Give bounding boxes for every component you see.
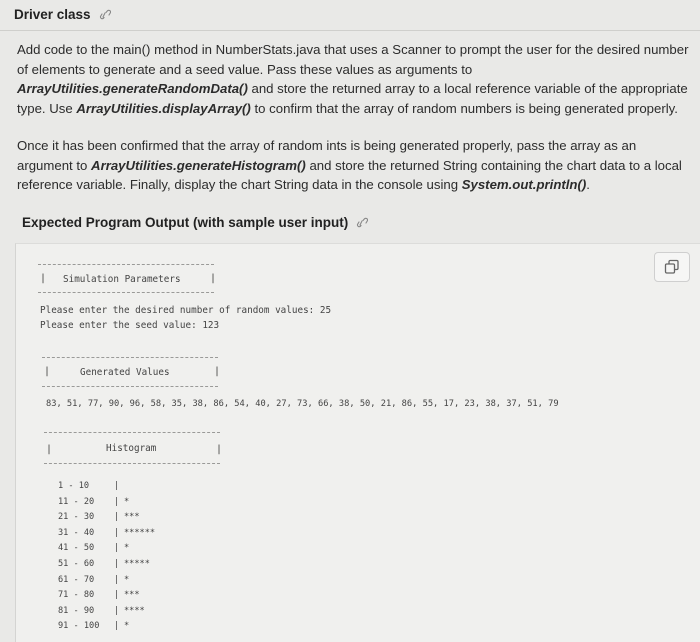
hist-pipe-left: |	[46, 444, 53, 455]
histogram-range-label: 81 - 90	[58, 605, 95, 616]
histogram-range-label: 41 - 50	[58, 543, 95, 554]
hist-border-top	[44, 432, 220, 433]
histogram-row	[58, 590, 140, 601]
histogram-row	[58, 497, 129, 508]
gen-border-bottom	[42, 386, 218, 387]
histogram-range-label: 21 - 30	[58, 512, 95, 523]
histogram-separator: |	[114, 605, 120, 616]
hist-pipe-right: |	[216, 444, 223, 455]
copy-button[interactable]	[654, 252, 690, 282]
histogram-separator: |	[114, 543, 120, 554]
expected-output-heading	[22, 215, 368, 230]
p2-text-a: Once it has been confirmed that the array of random ints is being generated properly, pass the array as an argument to	[17, 138, 637, 173]
p2-method-println: System.out.println()	[461, 177, 587, 192]
histogram-separator: |	[114, 621, 120, 632]
p1-text-c: to confirm that the array of random numbers is being generated properly.	[250, 100, 678, 116]
histogram-range-label: 51 - 60	[58, 559, 95, 569]
p1-method-display-array: ArrayUtilities.displayArray()	[76, 100, 251, 116]
anchor-link-icon[interactable]	[354, 217, 368, 229]
p1-text-a: Add code to the main() method in NumberStats.java that uses a Scanner to prompt the user for the desired number of elements to generate and a seed value. Pass these values as arguments to	[17, 42, 689, 77]
sim-pipe-left: |	[40, 273, 47, 284]
histogram-range-label: 61 - 70	[58, 574, 95, 585]
histogram-separator: |	[114, 527, 120, 538]
histogram-separator: |	[114, 496, 120, 507]
histogram-title: Histogram	[106, 443, 157, 454]
histogram-range-label: 91 - 100	[58, 621, 100, 632]
histogram-range-label: 31 - 40	[58, 527, 95, 538]
histogram-stars: *	[124, 574, 130, 585]
histogram-stars: *	[124, 496, 130, 507]
p2-method-generate-histogram: ArrayUtilities.generateHistogram()	[91, 157, 306, 173]
histogram-row	[58, 528, 155, 539]
histogram-row	[58, 481, 124, 492]
histogram-separator: |	[114, 481, 120, 491]
histogram-stars: *****	[124, 559, 150, 569]
p2-text-c: .	[586, 177, 590, 192]
histogram-stars: ******	[124, 527, 156, 538]
generated-values-title: Generated Values	[80, 367, 170, 378]
gen-border-top	[42, 357, 218, 358]
hist-border-bottom	[44, 463, 220, 464]
histogram-row	[58, 559, 150, 570]
histogram-stars: ***	[124, 512, 140, 523]
histogram-separator: |	[114, 512, 120, 523]
expected-output-title: Expected Program Output (with sample user input)	[22, 215, 349, 230]
histogram-stars: *	[124, 543, 130, 554]
prompt-seed-value: Please enter the seed value: 123	[40, 320, 220, 331]
histogram-row	[58, 512, 140, 523]
histogram-separator: |	[114, 574, 120, 585]
histogram-range-label: 71 - 80	[58, 590, 95, 601]
instruction-paragraph-1	[17, 40, 693, 118]
p1-method-generate-random: ArrayUtilities.generateRandomData()	[17, 81, 248, 96]
histogram-stars: *	[124, 621, 130, 632]
gen-pipe-left: |	[44, 366, 51, 377]
sim-border-top	[38, 264, 214, 265]
driver-class-heading	[14, 7, 111, 22]
histogram-separator: |	[114, 559, 120, 569]
histogram-stars: ***	[124, 590, 140, 601]
instruction-paragraph-2	[17, 136, 693, 195]
sim-pipe-right: |	[210, 273, 217, 284]
histogram-row	[58, 606, 145, 617]
prompt-number-values: Please enter the desired number of random values: 25	[40, 305, 332, 316]
generated-values-list: 83, 51, 77, 90, 96, 58, 35, 38, 86, 54, 40, 27, 73, 66, 38, 50, 21, 86, 55, 17, 23, 38, 37, 51, 79	[46, 399, 559, 409]
driver-class-title: Driver class	[14, 7, 91, 22]
histogram-row	[58, 543, 129, 554]
histogram-row	[58, 621, 129, 632]
gen-pipe-right: |	[214, 366, 221, 377]
histogram-stars: ****	[124, 605, 145, 616]
p2-text-b: and store the returned String containing the chart data to a local reference variable. Finally, display the chart String data in the console using	[17, 157, 682, 192]
p1-text-b: and store the returned array to a local reference variable of the appropriate type. Use	[17, 81, 688, 116]
histogram-range-label: 11 - 20	[58, 496, 95, 507]
sim-border-bottom	[38, 292, 214, 293]
anchor-link-icon[interactable]	[97, 9, 111, 21]
histogram-row	[58, 575, 129, 586]
copy-icon	[663, 259, 681, 275]
histogram-separator: |	[114, 590, 120, 601]
histogram-range-label: 1 - 10	[58, 481, 90, 491]
simulation-parameters-title: Simulation Parameters	[63, 274, 181, 285]
section-divider	[0, 30, 700, 31]
